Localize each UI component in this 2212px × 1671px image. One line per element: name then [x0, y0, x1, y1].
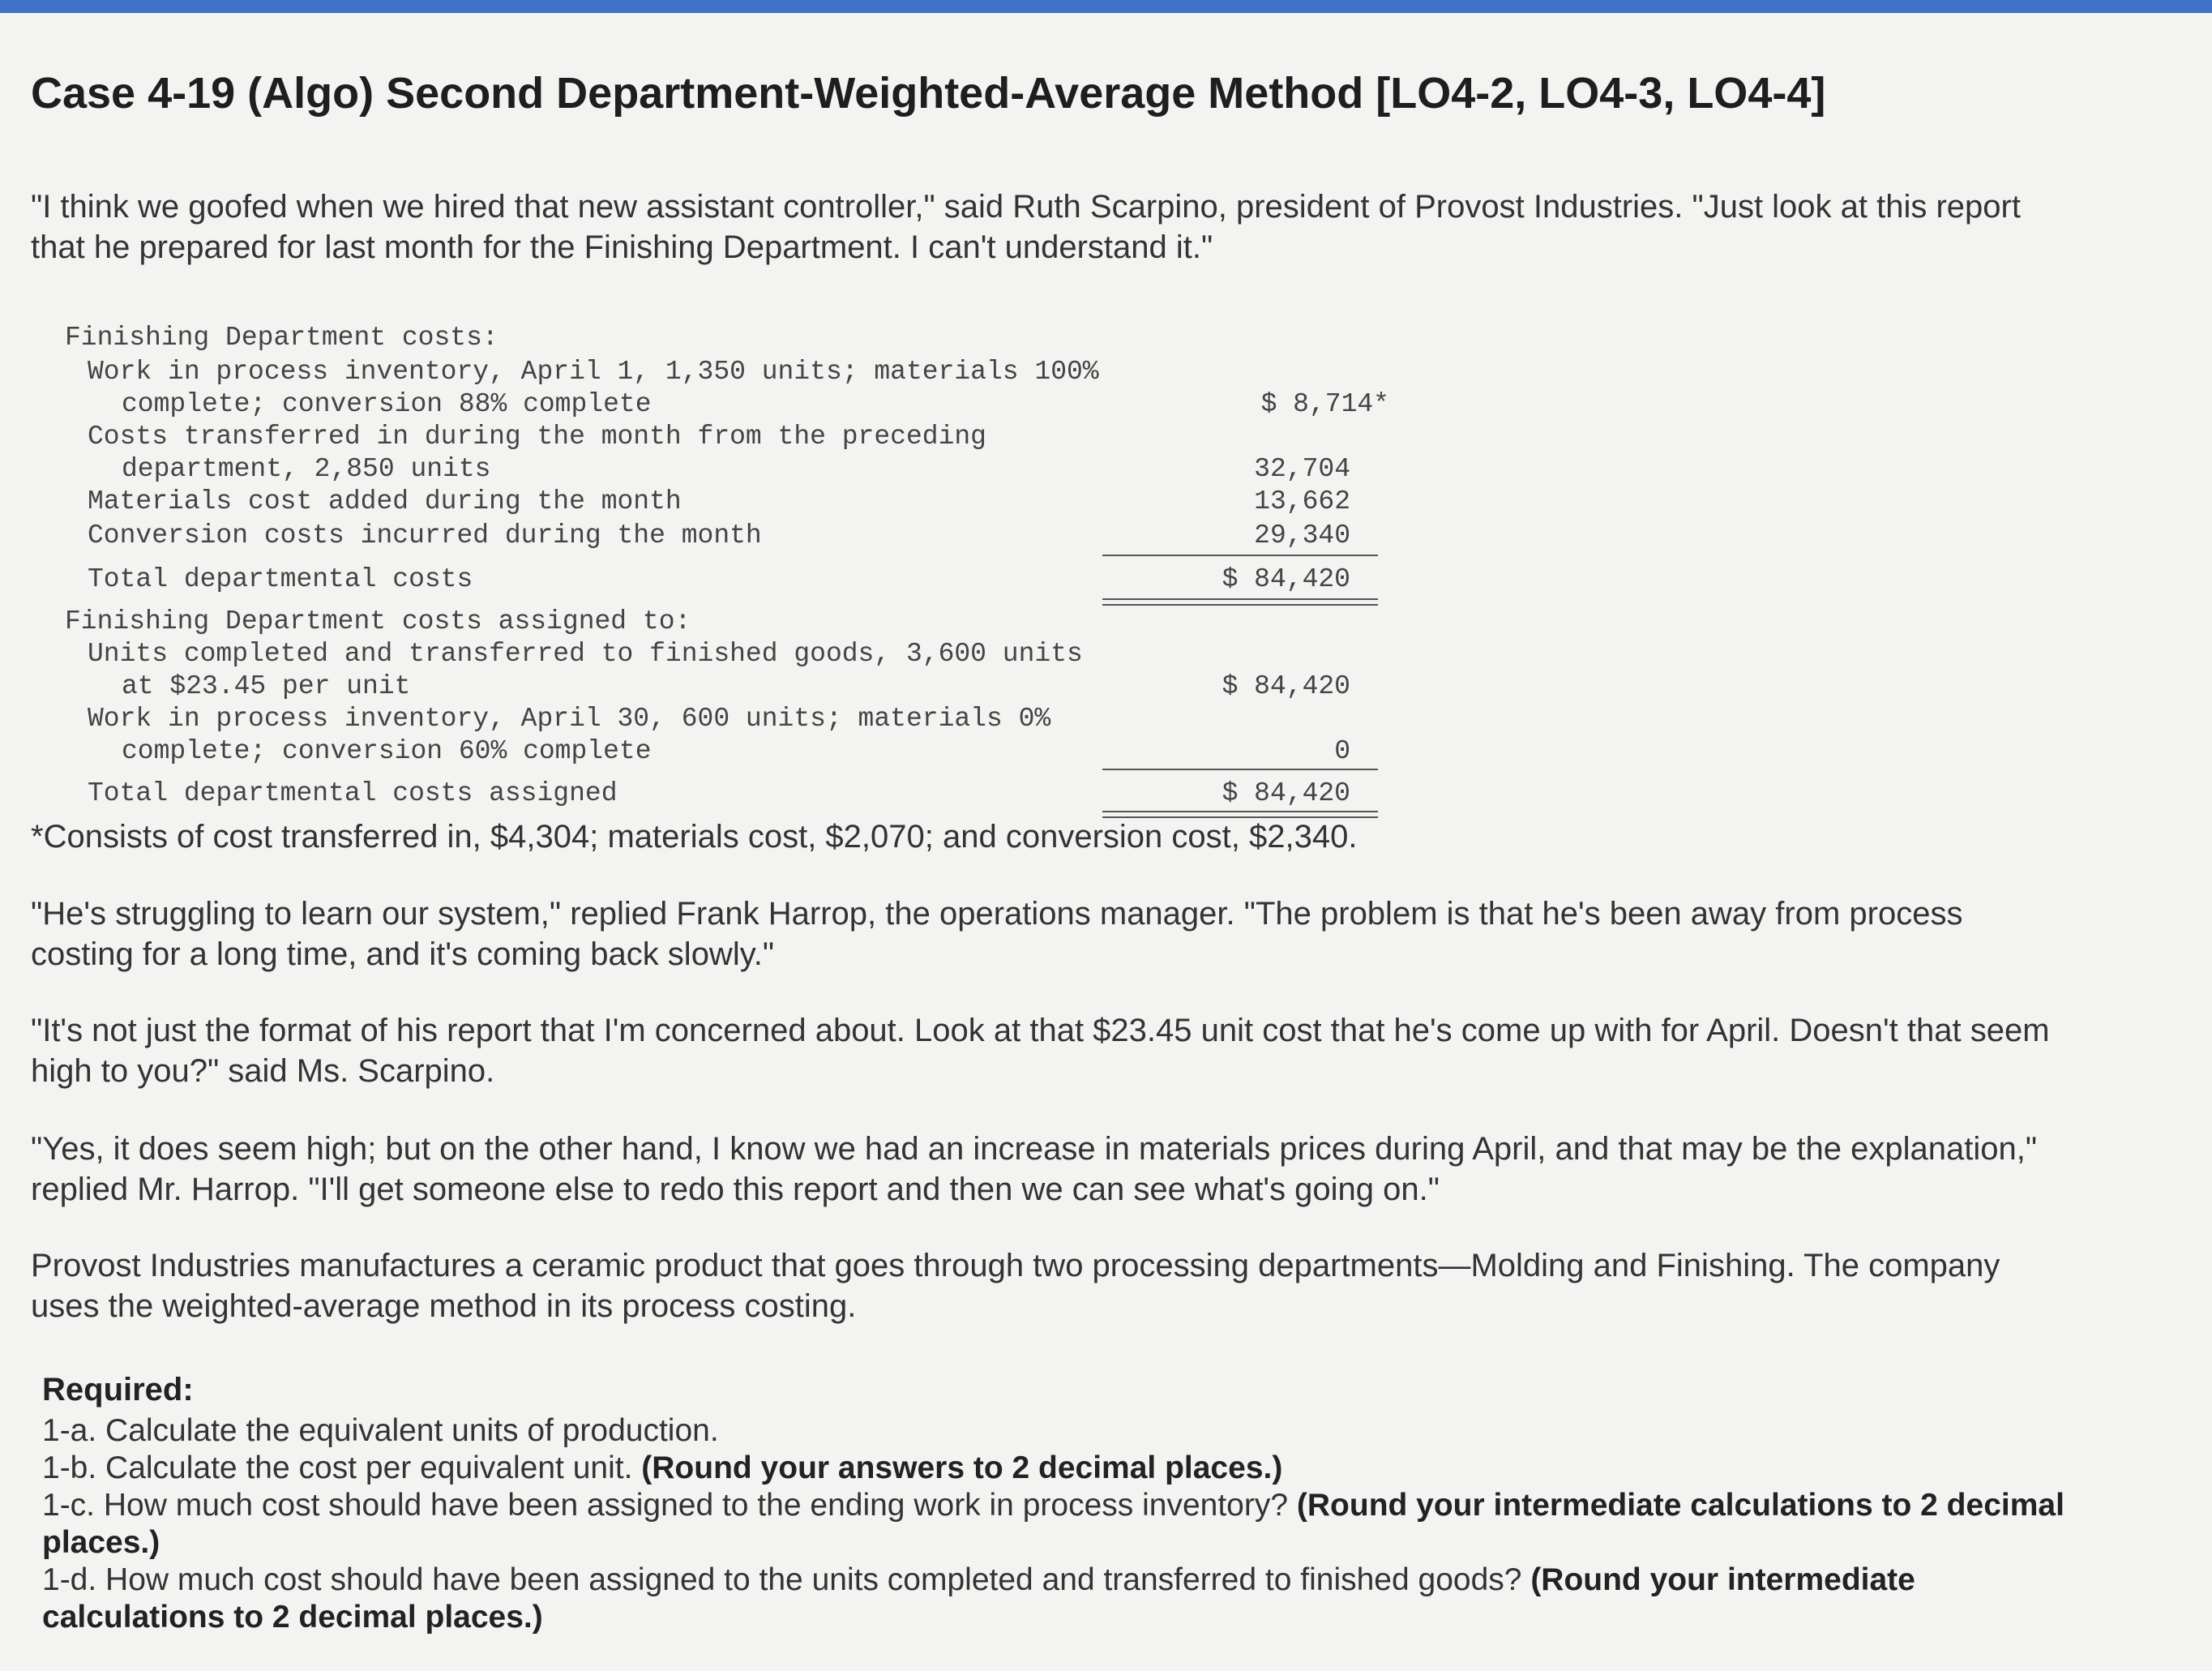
- top-accent-bar: [0, 0, 2212, 13]
- total-assigned-label: Total departmental costs assigned: [88, 778, 618, 808]
- wip-begin-amount: $ 8,714*: [1260, 389, 1389, 419]
- required-item-text: 1-b. Calculate the cost per equivalent unit.: [42, 1450, 633, 1485]
- total-costs-label: Total departmental costs: [88, 564, 473, 594]
- total-double-rule: [1102, 598, 1378, 606]
- wip-begin-line2: complete; conversion 88% complete: [122, 389, 652, 419]
- case-title: Case 4-19 (Algo) Second Department-Weighted-Average Method [LO4-2, LO4-3, LO4-4]: [31, 69, 1826, 118]
- paragraph-harrop-reply: "He's struggling to learn our system," replied Frank Harrop, the operations manager. "The problem is that he's been away from process costing for a long time, and it's coming back slowly.": [31, 896, 1963, 972]
- transferred-line2: department, 2,850 units: [122, 454, 491, 484]
- required-item-text: 1-c. How much cost should have been assigned to the ending work in process inventory?: [42, 1488, 1289, 1523]
- materials-label: Materials cost added during the month: [88, 486, 682, 516]
- transferred-amount: 32,704: [1254, 454, 1350, 484]
- paragraph-company-description: Provost Industries manufactures a ceramic product that goes through two processing departments—Molding and Finishing. The company uses the weighted-average method in its process costing.: [31, 1248, 2000, 1324]
- wip-end-line2: complete; conversion 60% complete: [122, 736, 652, 766]
- required-item-note: (Round your intermediate calculations to 2 decimal places.): [42, 1562, 1915, 1635]
- conversion-amount: 29,340: [1254, 521, 1350, 551]
- completed-amount: $ 84,420: [1222, 671, 1350, 701]
- report-footnote: *Consists of cost transferred in, $4,304; materials cost, $2,070; and conversion cost, $2,340.: [31, 819, 1358, 855]
- paragraph-scarpino-concern: "It's not just the format of his report that I'm concerned about. Look at that $23.45 unit cost that he's come up with for April. Doesn't that seem high to you?" said Ms. Scarpino.: [31, 1013, 2050, 1089]
- intro-paragraph: "I think we goofed when we hired that new assistant controller," said Ruth Scarpino, president of Provost Industries. "Just look at this report that he prepared for last month for the Finishing Department. I can't understand it.": [31, 189, 2021, 265]
- completed-line1: Units completed and transferred to finished goods, 3,600 units: [88, 639, 1083, 669]
- total-assigned-amount: $ 84,420: [1222, 778, 1350, 808]
- case-page: [0, 13, 2212, 1671]
- subtotal-rule: [1102, 555, 1378, 556]
- required-item-note: (Round your answers to 2 decimal places.): [641, 1450, 1283, 1485]
- completed-line2: at $23.45 per unit: [122, 671, 411, 701]
- required-item-1a: [42, 1412, 2069, 1450]
- paragraph-harrop-explanation: "Yes, it does seem high; but on the other hand, I know we had an increase in materials prices during April, and that may be the explanation," replied Mr. Harrop. "I'll get someone else to redo this report and then we can see what's going on.": [31, 1131, 2038, 1207]
- assigned-double-rule: [1102, 811, 1378, 818]
- wip-end-line1: Work in process inventory, April 30, 600 units; materials 0%: [88, 704, 1051, 734]
- finishing-department-report: [65, 313, 1389, 832]
- conversion-label: Conversion costs incurred during the month: [88, 521, 762, 551]
- required-item-1d: [42, 1562, 2069, 1636]
- required-item-1b: [42, 1450, 2069, 1487]
- required-item-text: 1-a. Calculate the equivalent units of production.: [42, 1413, 719, 1448]
- assigned-subtotal-rule: [1102, 769, 1378, 770]
- required-heading: Required:: [42, 1372, 194, 1407]
- total-costs-amount: $ 84,420: [1222, 564, 1350, 594]
- report-heading-costs: Finishing Department costs:: [65, 323, 498, 353]
- required-item-note: (Round your intermediate calculations to 2 decimal places.): [42, 1488, 2064, 1560]
- report-heading-assigned: Finishing Department costs assigned to:: [65, 606, 691, 636]
- amount-column: [1102, 313, 1389, 832]
- required-item-1c: [42, 1487, 2069, 1562]
- wip-end-amount: 0: [1334, 736, 1350, 766]
- transferred-line1: Costs transferred in during the month from the preceding: [88, 422, 986, 452]
- wip-begin-line1: Work in process inventory, April 1, 1,350 units; materials 100%: [88, 357, 1099, 387]
- required-item-text: 1-d. How much cost should have been assigned to the units completed and transferred to finished goods?: [42, 1562, 1522, 1597]
- materials-amount: 13,662: [1254, 486, 1350, 516]
